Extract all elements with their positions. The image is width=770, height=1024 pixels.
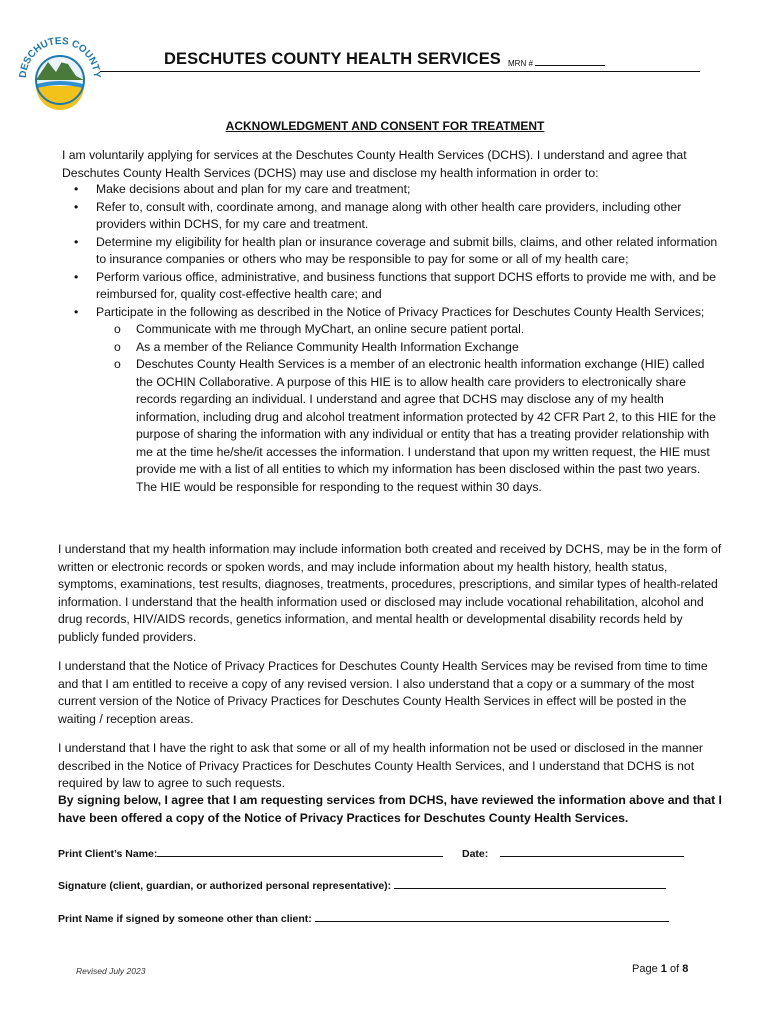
mrn-blank-line[interactable] (535, 57, 605, 66)
list-item: • Make decisions about and plan for my care and treatment; (62, 181, 722, 199)
mrn-label: MRN # (508, 59, 533, 68)
print-other-name-label: Print Name if signed by someone other than client: (58, 913, 312, 925)
circle-bullet-icon: o (114, 357, 121, 371)
document-heading: ACKNOWLEDGMENT AND CONSENT FOR TREATMENT (225, 119, 545, 133)
deschutes-county-logo (14, 28, 106, 120)
print-client-name-field[interactable] (58, 845, 443, 860)
rights-paragraph: I understand that I have the right to ask that some or all of my health information not be used or disclosed in the manner described in the Notice of Privacy Practices for Deschutes County Health Services, and I understand that DCHS is not required by law to agree to such requests. (58, 741, 703, 790)
bullet-icon: • (74, 182, 79, 196)
page-number: Page 1 of 8 (632, 963, 689, 975)
bullet-icon: • (74, 269, 79, 284)
circle-bullet-icon: o (114, 322, 121, 336)
bullet-icon: • (74, 199, 79, 214)
revision-date: Revised July 2023 (76, 966, 146, 976)
list-item: • Determine my eligibility for health plan or insurance coverage and submit bills, claims, and other related information to insurance companies or others who may be responsible to pay for some or all of my health care; (74, 234, 718, 266)
print-client-name-label: Print Client’s Name: (58, 848, 158, 860)
date-label: Date: (462, 848, 489, 860)
sub-bullet-list (96, 321, 722, 496)
signature-field[interactable] (58, 877, 666, 892)
other-name-line[interactable] (315, 910, 669, 922)
signature-label: Signature (client, guardian, or authorized personal representative): (58, 880, 392, 892)
intro-paragraph: I am voluntarily applying for services at the Deschutes County Health Services (DCHS). I understand and agree that Deschutes County Health Services (DCHS) may use and disclose my health information in order to: (62, 148, 687, 180)
date-field[interactable] (462, 845, 684, 860)
signing-statement: By signing below, I agree that I am requesting services from DCHS, have reviewed the information above and that I have been offered a copy of the Notice of Privacy Practices for Deschutes County Health Services. (58, 793, 722, 825)
logo-text: DESCHUTES COUNTY (17, 35, 103, 79)
sub-list-item: o Communicate with me through MyChart, an online secure patient portal. (96, 321, 722, 339)
date-line[interactable] (500, 845, 684, 857)
list-item: • Participate in the following as described in the Notice of Privacy Practices for Deschutes County Health Services; o Communicate with me through MyChart, an online secure patient portal. o As a member of the Reliance Community Health Information Exchange o Deschutes County Health Services is a member of an electronic health information exchange (HIE) called the OCHIN Collaborative. A purpose of this HIE is to allow health care providers to electronically share records regarding an individual. I understand and agree that DCHS may disclose any of my health information, including drug and alcohol treatment information protected by 42 CFR Part 2, to this HIE for the purpose of sharing the information with any individual or entity that has a treating provider relationship with me at the time he/she/it accesses the information. I understand that upon my written request, the HIE must provide me with a list of all entities to which my information has been disclosed within the past two years. The HIE would be responsible for responding to the request within 30 days. (62, 304, 722, 497)
client-name-line[interactable] (157, 845, 443, 857)
sub-list-item: o As a member of the Reliance Community Health Information Exchange (96, 339, 722, 357)
privacy-notice-paragraph: I understand that the Notice of Privacy Practices for Deschutes County Health Services may be revised from time to time and that I am entitled to receive a copy of any revised version. I also understand that a copy or a summary of the most current version of the Notice of Privacy Practices for Deschutes County Health Services in effect will be posted in the waiting / reception areas. (58, 659, 708, 726)
consent-bullet-list (62, 181, 722, 496)
list-item: • Perform various office, administrative, and business functions that support DCHS efforts to provide me with, and be reimbursed for, quality cost-effective health care; and (74, 269, 717, 301)
print-other-name-field[interactable] (58, 910, 669, 925)
bullet-icon: • (74, 234, 79, 249)
bullet-icon: • (74, 304, 79, 319)
health-information-paragraph: I understand that my health information may include information both created and received by DCHS, may be in the form of written or electronic records or spoken words, and may include information about my health history, health status, symptoms, examinations, test results, diagnoses, treatments, procedures, prescriptions, and similar types of health-related information. I understand that the health information used or disclosed may include vocational rehabilitation, alcohol and drug records, HIV/AIDS records, genetics information, and mental health or developmental disability records held by publicly funded providers. (58, 542, 722, 644)
circle-bullet-icon: o (114, 339, 121, 354)
mrn-field[interactable] (508, 57, 605, 68)
list-item: • Refer to, consult with, coordinate among, and manage along with other health care providers, including other providers within DCHS, for my care and treatment. (74, 199, 682, 231)
header-rule (100, 71, 700, 72)
header-title: DESCHUTES COUNTY HEALTH SERVICES (164, 50, 501, 68)
signature-line[interactable] (394, 877, 666, 889)
sub-list-item: o Deschutes County Health Services is a member of an electronic health information exchange (HIE) called the OCHIN Collaborative. A purpose of this HIE is to allow health care providers to electronically share records regarding an individual. I understand and agree that DCHS may disclose any of my health information, including drug and alcohol treatment information protected by 42 CFR Part 2, to this HIE for the purpose of sharing the information with any individual or entity that has a treating provider relationship with me at the time he/she/it accesses the information. I understand that upon my written request, the HIE must provide me with a list of all entities to which my information has been disclosed within the past two years. The HIE would be responsible for responding to the request within 30 days. (114, 357, 716, 494)
